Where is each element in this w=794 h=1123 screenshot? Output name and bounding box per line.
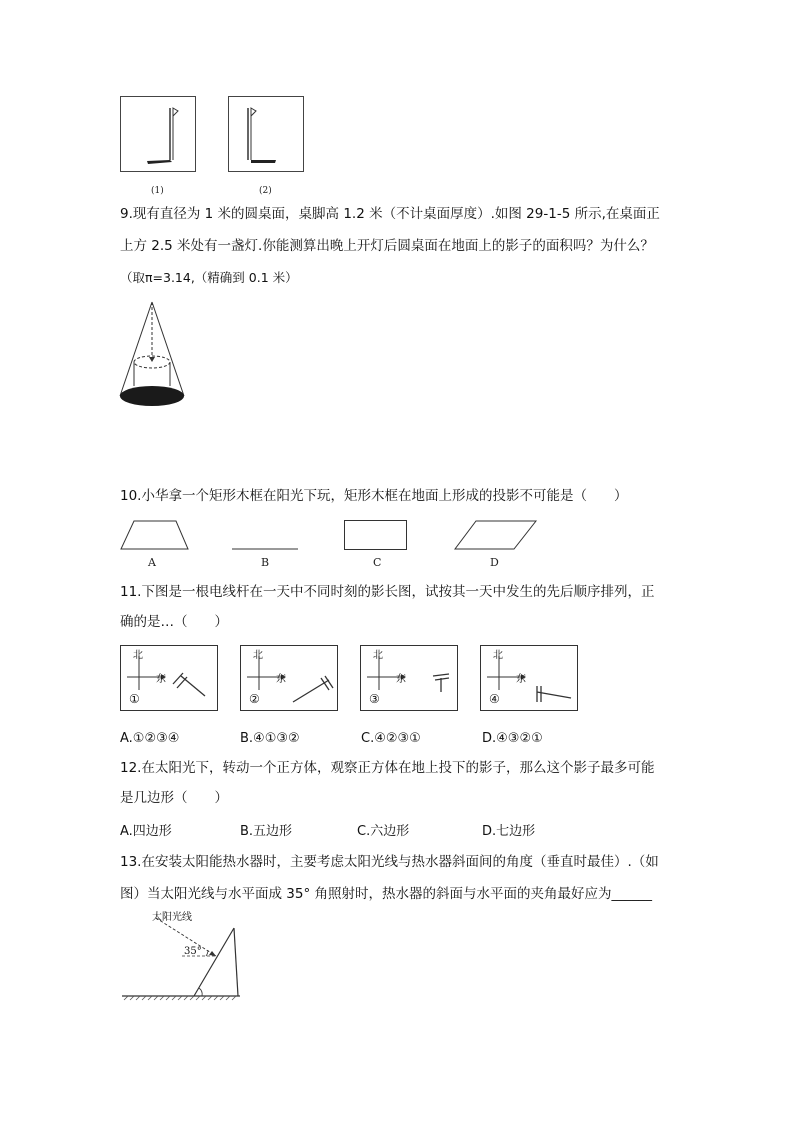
q13-figure	[120, 908, 244, 1000]
q13-answer-blank[interactable]: ______	[611, 886, 653, 902]
q11-option-c[interactable]: C.④②③①	[361, 731, 421, 746]
q11-east-label-3: 东	[396, 674, 406, 685]
q11-north-label-2: 北	[253, 650, 263, 661]
q13-line-1: 13.在安装太阳能热水器时，主要考虑太阳光线与热水器斜面间的角度（垂直时最佳）.（如	[120, 854, 659, 870]
q11-panel-number-2: ②	[249, 692, 260, 706]
q9-line-1: 9.现有直径为 1 米的圆桌面，桌脚高 1.2 米（不计桌面厚度）.如图 29-1-5 所示,在桌面正	[120, 206, 660, 222]
q11-option-b[interactable]: B.④①③②	[240, 731, 300, 746]
figure-2-drawing	[228, 96, 304, 172]
q13-line-2	[120, 884, 652, 904]
figure-1	[120, 96, 196, 172]
q11-option-d[interactable]: D.④③②①	[482, 731, 543, 746]
q12-line-2: 是几边形（ ）	[120, 790, 228, 806]
figure-2	[228, 96, 304, 172]
q11-panel-number-1: ①	[129, 692, 140, 706]
q10-option-b-shape	[230, 520, 300, 550]
parallelogram-shape	[454, 520, 538, 550]
q11-line-2: 确的是…（ ）	[120, 614, 228, 630]
q11-east-label-4: 东	[516, 674, 526, 685]
q11-panel-number-3: ③	[369, 692, 380, 706]
q11-north-label-3: 北	[373, 650, 383, 661]
q12-line-1: 12.在太阳光下，转动一个正方体，观察正方体在地上投下的影子，那么这个影子最多可能	[120, 760, 655, 776]
q13-sunlight-label: 太阳光线	[152, 912, 192, 923]
q9-line-2: 上方 2.5 米处有一盏灯.你能测算出晚上开灯后圆桌面在地面上的影子的面积吗？为什么？	[120, 238, 654, 254]
q13-angle-label: 35°	[184, 946, 202, 957]
q11-north-label-4: 北	[493, 650, 503, 661]
figure-1-drawing	[120, 96, 196, 172]
q10-label-a: A	[148, 556, 156, 569]
q11-line-1: 11.下图是一根电线杆在一天中不同时刻的影长图，试按其一天中发生的先后顺序排列，正	[120, 584, 655, 600]
cone-drawing	[118, 300, 188, 412]
q12-option-c[interactable]: C.六边形	[357, 824, 410, 839]
q11-option-a[interactable]: A.①②③④	[120, 731, 180, 746]
q10-option-d-shape	[454, 520, 538, 550]
q10-label-d: D	[490, 556, 499, 569]
line-segment-shape	[230, 520, 300, 550]
q10-text: 10.小华拿一个矩形木框在阳光下玩，矩形木框在地面上形成的投影不可能是（ ）	[120, 488, 628, 504]
figure-1-caption: (1)	[151, 186, 164, 196]
q11-east-label-1: 东	[156, 674, 166, 685]
q10-label-c: C	[373, 556, 382, 569]
q11-north-label-1: 北	[133, 650, 143, 661]
q12-option-a[interactable]: A.四边形	[120, 824, 172, 839]
q10-option-a-shape	[120, 520, 190, 550]
q12-option-d[interactable]: D.七边形	[482, 824, 536, 839]
q13-line-2-text: 图）当太阳光线与水平面成 35° 角照射时，热水器的斜面与水平面的夹角最好应为	[120, 886, 612, 902]
rectangle-shape	[344, 520, 408, 550]
q9-line-3: （取π=3.14,（精确到 0.1 米）	[120, 270, 298, 285]
q11-panel-2	[240, 645, 338, 711]
q11-panel-1	[120, 645, 218, 711]
q11-panel-number-4: ④	[489, 692, 500, 706]
q12-option-b[interactable]: B.五边形	[240, 824, 293, 839]
figure-2-caption: (2)	[259, 186, 272, 196]
q11-east-label-2: 东	[276, 674, 286, 685]
q10-option-c-shape	[344, 520, 408, 550]
trapezoid-shape	[120, 520, 190, 550]
q9-cone-figure	[118, 300, 188, 412]
q11-panel-4	[480, 645, 578, 711]
q11-panel-3	[360, 645, 458, 711]
q10-label-b: B	[261, 556, 270, 569]
